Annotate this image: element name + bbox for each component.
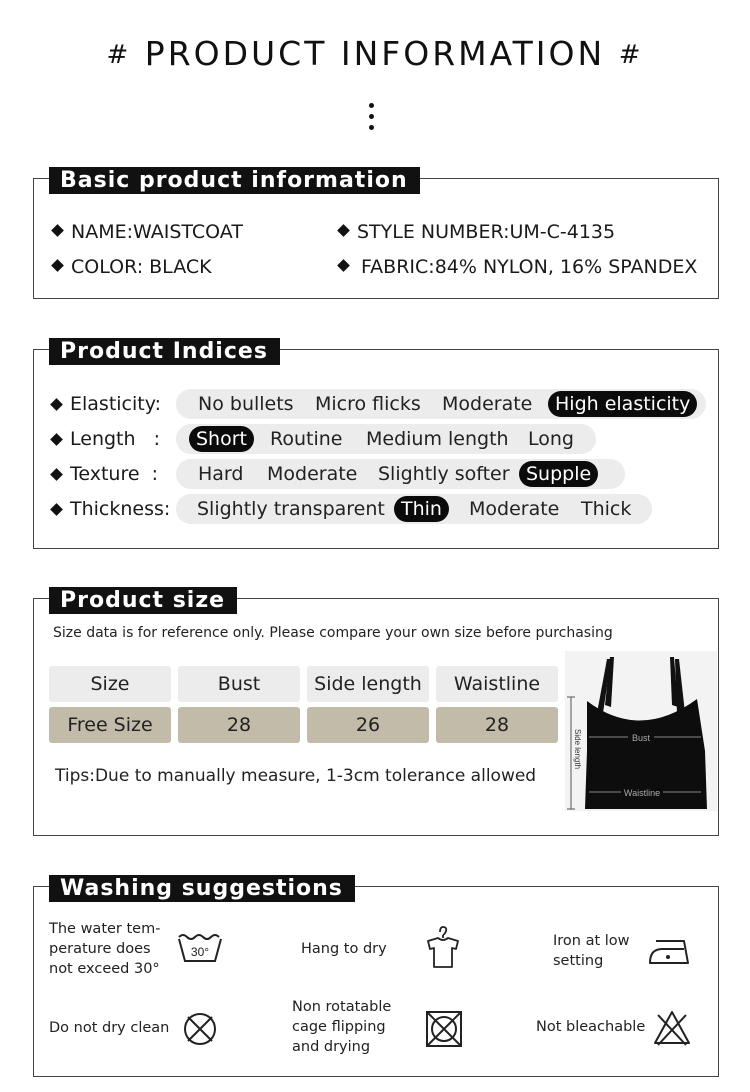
diamond-bullet-icon — [50, 468, 63, 481]
side-length-header-cell: Side length — [307, 666, 429, 702]
page-title — [0, 34, 750, 73]
length-option-selected: Short — [189, 426, 254, 452]
hang-dry-icon — [424, 925, 462, 973]
product-fabric: FABRIC:84% NYLON, 16% SPANDEX — [339, 256, 697, 278]
garment-image — [565, 651, 717, 811]
diamond-bullet-icon — [50, 398, 63, 411]
elasticity-scale — [176, 389, 706, 419]
bust-header-cell: Bust — [178, 666, 300, 702]
thickness-option: Moderate — [469, 498, 560, 520]
iron-low-text: Iron at low setting — [553, 933, 630, 969]
thickness-option: Slightly transparent — [197, 498, 385, 520]
length-label: Length : — [70, 428, 161, 450]
washing-section — [33, 876, 719, 1077]
diamond-bullet-icon — [51, 224, 64, 237]
product-color: COLOR: BLACK — [53, 256, 212, 278]
iron-low-icon — [646, 937, 692, 971]
length-option: Medium length — [366, 428, 509, 450]
product-size-section — [33, 588, 719, 836]
hang-dry-text: Hang to dry — [301, 941, 387, 957]
waistline-value-cell: 28 — [436, 707, 558, 743]
thickness-row — [52, 494, 170, 524]
size-header-cell: Size — [49, 666, 171, 702]
wash-temp-value: 30° — [190, 945, 210, 959]
elasticity-label: Elasticity: — [70, 393, 161, 415]
thickness-option: Thick — [581, 498, 632, 520]
product-indices-section — [33, 339, 719, 549]
title-hash-right: # — [618, 40, 644, 70]
length-option: Long — [528, 428, 574, 450]
texture-option: Hard — [198, 463, 244, 485]
size-value-cell: Free Size — [49, 707, 171, 743]
bust-value-cell: 28 — [178, 707, 300, 743]
title-hash-left: # — [106, 40, 132, 70]
product-indices-title: Product Indices — [49, 338, 280, 365]
no-tumble-dry-text: Non rotatable cage flipping and drying — [292, 999, 392, 1055]
length-row — [52, 424, 160, 454]
bust-diagram-label: Bust — [631, 733, 651, 743]
texture-option: Slightly softer — [378, 463, 510, 485]
texture-label: Texture : — [70, 463, 159, 485]
wash-30-icon — [177, 931, 223, 969]
title-text: PRODUCT INFORMATION — [144, 34, 606, 73]
basic-info-title: Basic product information — [49, 167, 420, 194]
style-number: STYLE NUMBER:UM-C-4135 — [339, 221, 615, 243]
wash-temp-text: The water tem- perature does not exceed 30° — [49, 921, 161, 977]
diamond-bullet-icon — [50, 503, 63, 516]
elasticity-row — [52, 389, 161, 419]
elasticity-option: Micro flicks — [315, 393, 421, 415]
basic-info-section — [33, 168, 719, 299]
elasticity-option: No bullets — [198, 393, 294, 415]
no-dry-clean-text: Do not dry clean — [49, 1020, 170, 1036]
diamond-bullet-icon — [51, 259, 64, 272]
no-dry-clean-icon — [182, 1011, 218, 1051]
garment-measure-diagram — [565, 651, 717, 811]
side-length-value-cell: 26 — [307, 707, 429, 743]
texture-row — [52, 459, 158, 489]
diamond-bullet-icon — [50, 433, 63, 446]
size-tips: Tips:Due to manually measure, 1-3cm tolerance allowed — [55, 766, 537, 786]
elasticity-option-selected: High elasticity — [548, 391, 697, 417]
product-name: NAME:WAISTCOAT — [53, 221, 243, 243]
diamond-bullet-icon — [337, 259, 350, 272]
length-option: Routine — [270, 428, 343, 450]
thickness-label: Thickness: — [70, 498, 171, 520]
texture-option: Moderate — [267, 463, 358, 485]
texture-option-selected: Supple — [519, 461, 598, 487]
vertical-dots-icon — [369, 103, 375, 136]
waistline-diagram-label: Waistline — [623, 788, 661, 798]
elasticity-option: Moderate — [442, 393, 533, 415]
side-length-diagram-label: Side length — [573, 729, 582, 770]
texture-scale — [176, 459, 625, 489]
thickness-scale — [176, 494, 652, 524]
no-bleach-icon — [652, 1009, 692, 1051]
size-note: Size data is for reference only. Please compare your own size before purchasing — [53, 625, 613, 641]
waistline-header-cell: Waistline — [436, 666, 558, 702]
no-tumble-dry-icon — [424, 1009, 464, 1053]
diamond-bullet-icon — [337, 224, 350, 237]
no-bleach-text: Not bleachable — [536, 1019, 646, 1035]
product-size-title: Product size — [49, 587, 237, 614]
thickness-option-selected: Thin — [394, 496, 449, 522]
length-scale — [176, 424, 596, 454]
washing-title: Washing suggestions — [49, 875, 355, 902]
